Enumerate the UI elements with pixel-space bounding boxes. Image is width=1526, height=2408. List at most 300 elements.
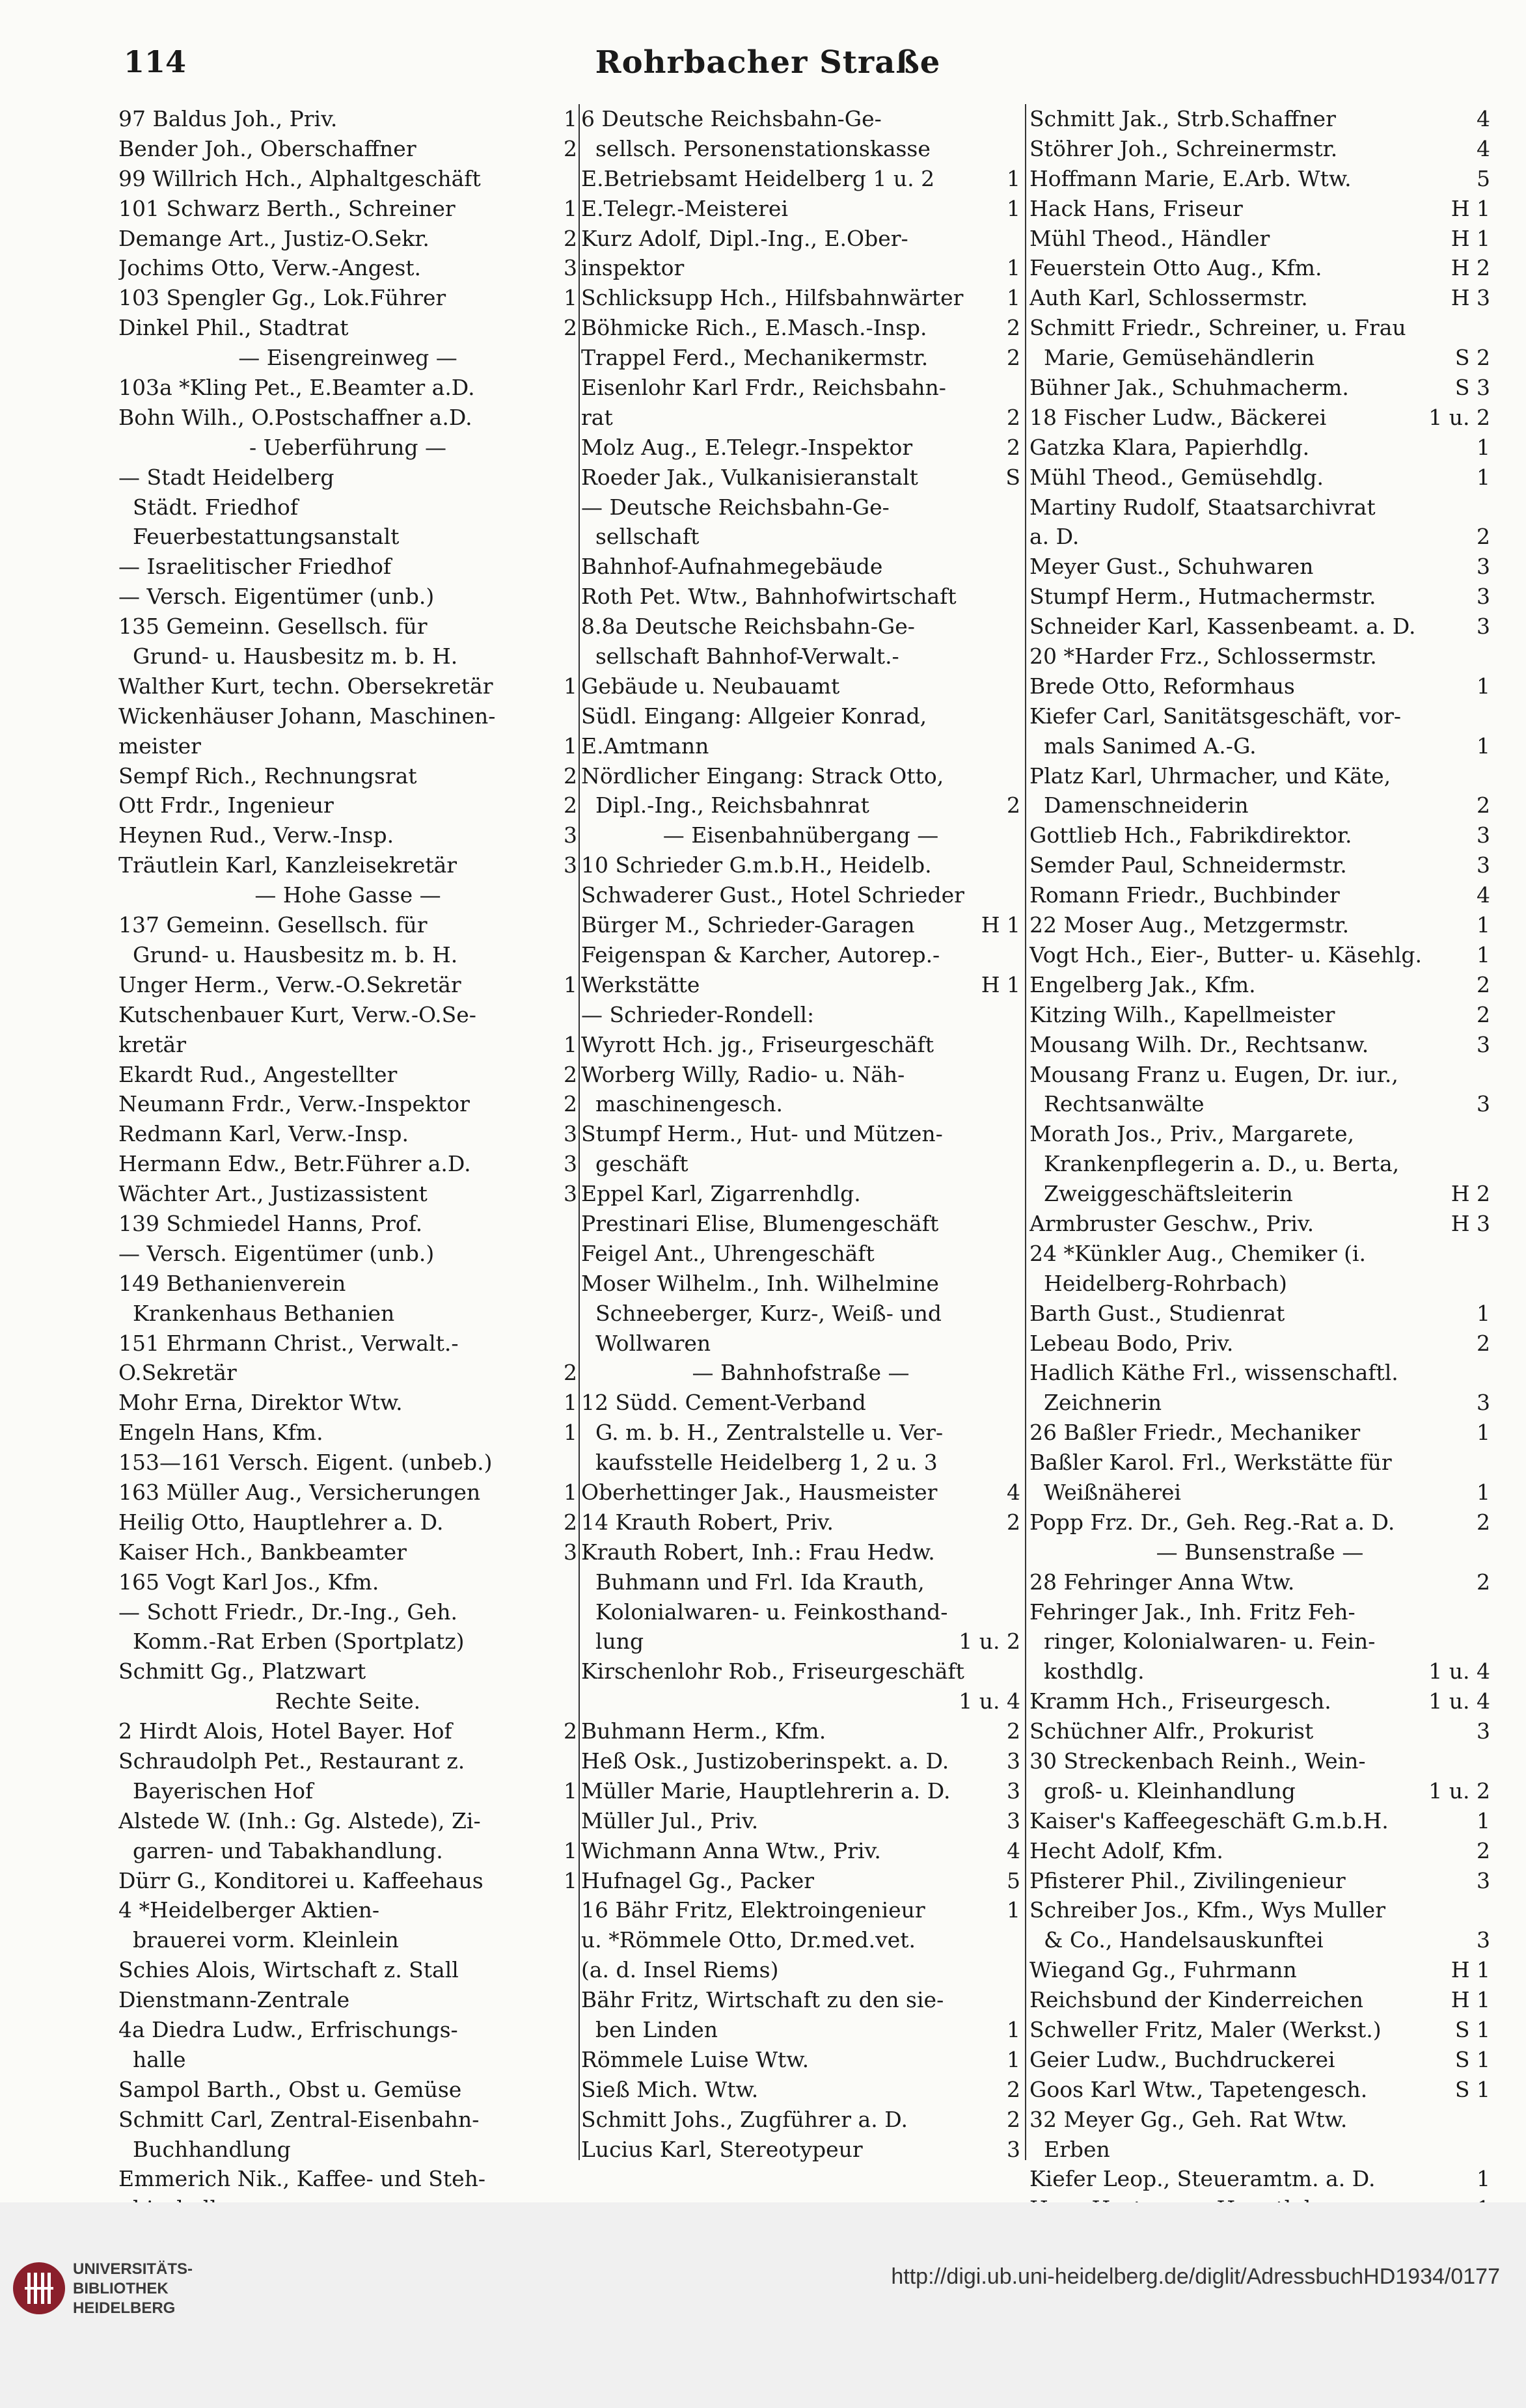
directory-entry [581,850,1020,880]
entry-text: Heß Osk., Justizoberinspekt. a. D. [581,1748,949,1774]
directory-entry [581,493,1020,522]
directory-entry [1029,1179,1490,1209]
floor-number: 1 [564,195,577,221]
floor-number: 3 [1477,614,1490,640]
entry-text: Hadlich Käthe Frl., wissenschaftl. [1029,1360,1398,1386]
directory-entry [581,791,1020,820]
entry-text: Kurz Adolf, Dipl.-Ing., E.Ober- [581,225,908,251]
directory-entry [1029,1627,1490,1657]
directory-entry [1029,1508,1490,1537]
entry-text: 135 Gemeinn. Gesellsch. für [118,614,428,640]
directory-entry [581,104,1020,134]
directory-entry [118,1508,577,1537]
directory-entry [1029,1597,1490,1627]
directory-entry [1029,1686,1490,1716]
floor-number: 4 [1477,106,1490,131]
floor-number: H 2 [1451,1181,1490,1207]
directory-entry [581,1746,1020,1776]
entry-text: u. *Römmele Otto, Dr.med.vet. [581,1927,916,1953]
directory-entry [581,194,1020,224]
entry-text: Feuerstein Otto Aug., Kfm. [1029,255,1322,281]
entry-text: 10 Schrieder G.m.b.H., Heidelb. [581,852,932,878]
directory-entry [1029,1418,1490,1448]
directory-entry [118,1716,577,1746]
entry-text [581,1686,953,1716]
entry-text: Redmann Karl, Verw.-Insp. [118,1121,409,1147]
entry-text: Wichmann Anna Wtw., Priv. [581,1837,881,1863]
directory-entry [581,373,1020,403]
floor-number: 4 [1477,882,1490,908]
floor-number: 1 u. 2 [1428,1778,1490,1804]
entry-text: Lebeau Bodo, Priv. [1029,1330,1234,1356]
directory-entry [118,1567,577,1597]
floor-number: 2 [1477,1837,1490,1863]
directory-entry [1029,970,1490,1000]
directory-entry [581,1716,1020,1746]
directory-entry [581,164,1020,194]
directory-entry [581,1119,1020,1149]
entry-text: brauerei vorm. Kleinlein [133,1927,399,1953]
floor-number: 3 [1477,554,1490,580]
floor-number: 1 [1477,1300,1490,1326]
directory-entry [581,1537,1020,1567]
directory-entry [118,1925,577,1955]
directory-entry [118,731,577,761]
entry-text: Dinkel Phil., Stadtrat [118,315,349,341]
floor-number: 3 [1477,1867,1490,1893]
directory-entry [1029,2075,1490,2105]
floor-number: 1 u. 4 [959,1688,1020,1714]
floor-number: 3 [564,822,577,848]
floor-number: 1 [564,1778,577,1804]
directory-entry [581,1089,1020,1119]
entry-text: Sieß Mich. Wtw. [581,2076,759,2102]
directory-entry [118,373,577,403]
directory-entry [581,820,1020,850]
directory-entry [1029,1657,1490,1686]
directory-entry [581,1478,1020,1508]
directory-entry [581,1299,1020,1329]
directory-entry [581,283,1020,313]
entry-text: Demange Art., Justiz-O.Sekr. [118,225,429,251]
directory-entry [118,1329,577,1359]
directory-entry [118,1179,577,1209]
floor-number: 1 [564,1420,577,1446]
directory-entry [581,1418,1020,1448]
floor-number: 4 [1477,135,1490,161]
directory-entry [581,1209,1020,1239]
directory-entry [1029,1955,1490,1985]
entry-text: Römmele Luise Wtw. [581,2046,810,2072]
directory-entry [118,820,577,850]
entry-text: Molz Aug., E.Telegr.-Inspektor [581,434,913,460]
entry-text: Reichsbund der Kinderreichen [1029,1987,1364,2013]
directory-entry [118,940,577,970]
directory-entry [581,1060,1020,1090]
directory-entry [1029,612,1490,642]
entry-text: meister [118,733,201,759]
entry-text: — Versch. Eigentümer (unb.) [118,584,435,610]
floor-number: 1 [1007,255,1020,281]
directory-entry [118,1657,577,1686]
directory-entry [118,1030,577,1060]
entry-text: lung [595,1629,644,1655]
floor-number: H 3 [1451,285,1490,311]
entry-text: Stumpf Herm., Hutmachermstr. [1029,584,1376,610]
floor-number: 1 [1477,434,1490,460]
entry-text: Krankenpflegerin a. D., u. Berta, [1044,1151,1400,1177]
directory-entry [581,1985,1020,2015]
entry-text: 137 Gemeinn. Gesellsch. für [118,912,428,938]
directory-entry [118,1060,577,1090]
floor-number: H 1 [1451,225,1490,251]
entry-text: Nördlicher Eingang: Strack Otto, [581,763,944,789]
directory-entry [1029,493,1490,522]
entry-text: Damenschneiderin [1044,792,1249,818]
directory-entry [118,1627,577,1657]
entry-text: Goos Karl Wtw., Tapetengesch. [1029,2076,1368,2102]
directory-entry [118,1299,577,1329]
entry-text: Dienstmann-Zentrale [118,1987,350,2013]
directory-entry [1029,253,1490,283]
directory-column [1029,104,1490,2224]
directory-entry [118,1866,577,1896]
entry-text: 22 Moser Aug., Metzgermstr. [1029,912,1350,938]
directory-entry [118,1388,577,1418]
entry-text: Prestinari Elise, Blumengeschäft [581,1210,939,1236]
directory-entry [1029,433,1490,463]
directory-entry [1029,1209,1490,1239]
floor-number: 2 [1477,971,1490,997]
directory-entry [118,642,577,671]
floor-number: 2 [564,1061,577,1087]
entry-text: Pfisterer Phil., Zivilingenieur [1029,1867,1346,1893]
directory-entry [1029,850,1490,880]
floor-number: 1 [564,733,577,759]
directory-entry [118,1746,577,1776]
floor-number: H 1 [1451,1957,1490,1983]
entry-text: 101 Schwarz Berth., Schreiner [118,195,456,221]
entry-text: Mousang Franz u. Eugen, Dr. iur., [1029,1061,1398,1087]
entry-text: Feuerbestattungsanstalt [133,524,400,550]
floor-number: 2 [1007,2106,1020,2132]
directory-entry [581,1179,1020,1209]
directory-entry [581,1925,1020,1955]
entry-text: Neumann Frdr., Verw.-Inspektor [118,1091,470,1117]
directory-entry [581,970,1020,1000]
floor-number: 1 [1477,733,1490,759]
entry-text: Hufnagel Gg., Packer [581,1867,815,1893]
entry-text: Wächter Art., Justizassistent [118,1181,428,1207]
directory-entry [1029,283,1490,313]
directory-entry [1029,1060,1490,1090]
floor-number: 1 [564,1867,577,1893]
directory-entry [581,1567,1020,1597]
entry-text: — Bunsenstraße — [1156,1539,1364,1565]
entry-text: Engeln Hans, Kfm. [118,1420,323,1446]
floor-number: 3 [564,1151,577,1177]
floor-number: 3 [564,1539,577,1565]
floor-number: 1 [564,1479,577,1505]
floor-number: S 2 [1454,345,1490,371]
directory-entry [581,134,1020,164]
directory-entry [581,671,1020,701]
directory-entry [118,433,577,463]
directory-entry [118,522,577,552]
floor-number: 1 [1477,912,1490,938]
floor-number: 2 [564,1509,577,1535]
entry-text: Bähr Fritz, Wirtschaft zu den sie- [581,1987,944,2013]
page-header [124,44,1412,83]
directory-entry [118,552,577,582]
entry-text: geschäft [595,1151,688,1177]
entry-text: kosthdlg. [1044,1658,1145,1684]
directory-entry [118,2164,577,2194]
entry-text: Schies Alois, Wirtschaft z. Stall [118,1957,459,1983]
directory-entry [1029,1089,1490,1119]
entry-text: Trappel Ferd., Mechanikermstr. [581,345,929,371]
entry-text: 4a Diedra Ludw., Erfrischungs- [118,2017,458,2042]
entry-text: Wiegand Gg., Fuhrmann [1029,1957,1297,1983]
floor-number: 3 [564,1121,577,1147]
entry-text: Romann Friedr., Buchbinder [1029,882,1340,908]
column-divider [579,104,580,2160]
entry-text: Brede Otto, Reformhaus [1029,673,1295,699]
floor-number: 1 [564,673,577,699]
floor-number: 2 [564,225,577,251]
directory-entry [118,2045,577,2075]
entry-text: E.Betriebsamt Heidelberg 1 u. 2 [581,165,935,191]
directory-entry [118,463,577,493]
entry-text: Kaiser Hch., Bankbeamter [118,1539,407,1565]
entry-text: Ott Frdr., Ingenieur [118,792,334,818]
entry-text: Roth Pet. Wtw., Bahnhofwirtschaft [581,584,957,610]
directory-column [581,104,1020,2164]
floor-number: 1 [564,285,577,311]
directory-entry [118,1985,577,2015]
directory-entry [1029,134,1490,164]
directory-entry [1029,1866,1490,1896]
floor-number: 1 [1477,2166,1490,2192]
floor-number: 1 [564,1031,577,1057]
directory-entry [1029,1388,1490,1418]
directory-entry [118,1955,577,1985]
floor-number: 3 [1007,2136,1020,2162]
library-logo-icon [12,2261,66,2316]
floor-number: 1 u. 2 [959,1629,1020,1655]
entry-text: 163 Müller Aug., Versicherungen [118,1479,481,1505]
directory-entry [1029,164,1490,194]
entry-text: Engelberg Jak., Kfm. [1029,971,1256,997]
directory-entry [1029,1776,1490,1806]
entry-text: ben Linden [595,2017,718,2042]
floor-number: 2 [1007,404,1020,430]
floor-number: 1 [1007,2017,1020,2042]
entry-text: ringer, Kolonialwaren- u. Fein- [1044,1629,1376,1655]
directory-entry [581,761,1020,791]
directory-entry [1029,1030,1490,1060]
directory-entry [1029,522,1490,552]
entry-text: — Schrieder-Rondell: [581,1001,815,1027]
directory-entry [1029,1149,1490,1179]
entry-text: Wickenhäuser Johann, Maschinen- [118,703,496,729]
floor-number: S 1 [1454,2017,1490,2042]
entry-text: Vogt Hch., Eier-, Butter- u. Käsehlg. [1029,941,1423,967]
entry-text: Bürger M., Schrieder-Garagen [581,912,915,938]
entry-text: — Eisenbahnübergang — [662,822,939,848]
entry-text: 153—161 Versch. Eigent. (unbeb.) [118,1450,493,1476]
directory-entry [118,612,577,642]
entry-text: Hecht Adolf, Kfm. [1029,1837,1223,1863]
floor-number: 2 [1007,315,1020,341]
entry-text: Sempf Rich., Rechnungsrat [118,763,417,789]
entry-text: Schüchner Alfr., Prokurist [1029,1718,1314,1744]
floor-number: 3 [1477,852,1490,878]
directory-entry [581,701,1020,731]
entry-text: Dipl.-Ing., Reichsbahnrat [595,792,869,818]
floor-number: H 1 [1451,195,1490,221]
directory-entry [1029,1925,1490,1955]
floor-number: 2 [564,1718,577,1744]
floor-number: 1 u. 4 [1428,1688,1490,1714]
floor-number: 2 [1007,792,1020,818]
directory-entry [581,1895,1020,1925]
entry-text: inspektor [581,255,685,281]
directory-entry [581,313,1020,343]
entry-text: Semder Paul, Schneidermstr. [1029,852,1347,878]
entry-text: Buchhandlung [133,2136,291,2162]
directory-entry [118,1537,577,1567]
entry-text: - Ueberführung — [249,434,447,460]
entry-text: Heidelberg-Rohrbach) [1044,1270,1287,1296]
directory-entry [118,1358,577,1388]
directory-entry [1029,2135,1490,2165]
directory-entry [118,671,577,701]
entry-text: Auth Karl, Schlossermstr. [1029,285,1308,311]
directory-entry [581,1030,1020,1060]
directory-entry [118,253,577,283]
entry-text: — Eisengreinweg — [238,345,457,371]
directory-entry [118,910,577,940]
entry-text: Kitzing Wilh., Kapellmeister [1029,1001,1335,1027]
directory-entry [118,2135,577,2165]
directory-entry [1029,1746,1490,1776]
entry-text: Unger Herm., Verw.-O.Sekretär [118,971,461,997]
floor-number: 3 [1477,584,1490,610]
floor-number: 2 [1477,792,1490,818]
directory-entry [1029,731,1490,761]
directory-entry [1029,2105,1490,2135]
floor-number: H 1 [1451,1987,1490,2013]
directory-entry [118,224,577,254]
entry-text: Stumpf Herm., Hut- und Mützen- [581,1121,943,1147]
entry-text: Grund- u. Hausbesitz m. b. H. [133,643,458,670]
directory-entry [118,493,577,522]
directory-entry [581,2045,1020,2075]
directory-entry [581,1686,1020,1716]
entry-text: 12 Südd. Cement-Verband [581,1390,866,1416]
directory-entry [1029,1985,1490,2015]
directory-entry [1029,2045,1490,2075]
entry-text: Bayerischen Hof [133,1778,314,1804]
directory-entry [118,1776,577,1806]
floor-number: S 1 [1454,2076,1490,2102]
entry-text: Müller Jul., Priv. [581,1807,759,1833]
entry-text: Kolonialwaren- u. Feinkosthand- [595,1599,948,1625]
entry-text: sellschaft Bahnhof-Verwalt.- [595,643,899,670]
directory-entry [1029,343,1490,373]
entry-text: Kiefer Carl, Sanitätsgeschäft, vor- [1029,703,1402,729]
directory-entry [118,970,577,1000]
floor-number: 4 [1007,1479,1020,1505]
entry-text: Eppel Karl, Zigarrenhdlg. [581,1181,861,1207]
entry-text: sellsch. Personenstationskasse [595,135,931,161]
directory-entry [1029,194,1490,224]
entry-text: halle [133,2046,186,2072]
directory-entry [1029,910,1490,940]
entry-text: 99 Willrich Hch., Alphaltgeschäft [118,165,481,191]
floor-number: 1 [1007,2046,1020,2072]
directory-entry [581,1149,1020,1179]
directory-entry [1029,1567,1490,1597]
directory-entry [581,880,1020,910]
floor-number: 2 [1477,1330,1490,1356]
entry-text: 97 Baldus Joh., Priv. [118,106,338,131]
directory-entry [118,2015,577,2045]
floor-number: 2 [1007,1718,1020,1744]
directory-entry [118,1806,577,1836]
directory-entry [581,343,1020,373]
entry-text: Feigenspan & Karcher, Autorep.- [581,941,940,967]
entry-text: Martiny Rudolf, Staatsarchivrat [1029,494,1376,520]
directory-entry [1029,1448,1490,1478]
directory-entry [581,1776,1020,1806]
floor-number: 3 [1477,1031,1490,1057]
entry-text: sellschaft [595,524,700,550]
floor-number: 2 [564,135,577,161]
entry-text: 2 Hirdt Alois, Hotel Bayer. Hof [118,1718,452,1744]
entry-text: O.Sekretär [118,1360,237,1386]
directory-entry [118,1448,577,1478]
floor-number: 1 [1007,195,1020,221]
entry-text: 103 Spengler Gg., Lok.Führer [118,285,446,311]
floor-number: 1 u. 2 [1428,404,1490,430]
entry-text: Dürr G., Konditorei u. Kaffeehaus [118,1867,484,1893]
directory-entry [581,1806,1020,1836]
entry-text: 24 *Künkler Aug., Chemiker (i. [1029,1240,1367,1266]
source-url[interactable]: http://digi.ub.uni-heidelberg.de/diglit/AdressbuchHD1934/0177 [891,2264,1500,2289]
entry-text: Hoffmann Marie, E.Arb. Wtw. [1029,165,1352,191]
floor-number: 1 [564,1390,577,1416]
directory-entry [581,1508,1020,1537]
directory-entry [1029,701,1490,731]
floor-number: 1 [1007,285,1020,311]
directory-column [118,104,577,2224]
entry-text: Mühl Theod., Gemüsehdlg. [1029,464,1324,490]
entry-text: Kaiser's Kaffeegeschäft G.m.b.H. [1029,1807,1389,1833]
entry-text: Kutschenbauer Kurt, Verw.-O.Se- [118,1001,476,1027]
floor-number: 2 [1007,345,1020,371]
entry-text: Marie, Gemüsehändlerin [1044,345,1315,371]
entry-text: Schreiber Jos., Kfm., Wys Muller [1029,1897,1385,1923]
directory-entry [581,1329,1020,1359]
floor-number: H 1 [981,971,1020,997]
floor-number: 3 [1477,822,1490,848]
entry-text: — Deutsche Reichsbahn-Ge- [581,494,890,520]
entry-text: Wollwaren [595,1330,711,1356]
directory-entry [118,164,577,194]
directory-entry [118,701,577,731]
